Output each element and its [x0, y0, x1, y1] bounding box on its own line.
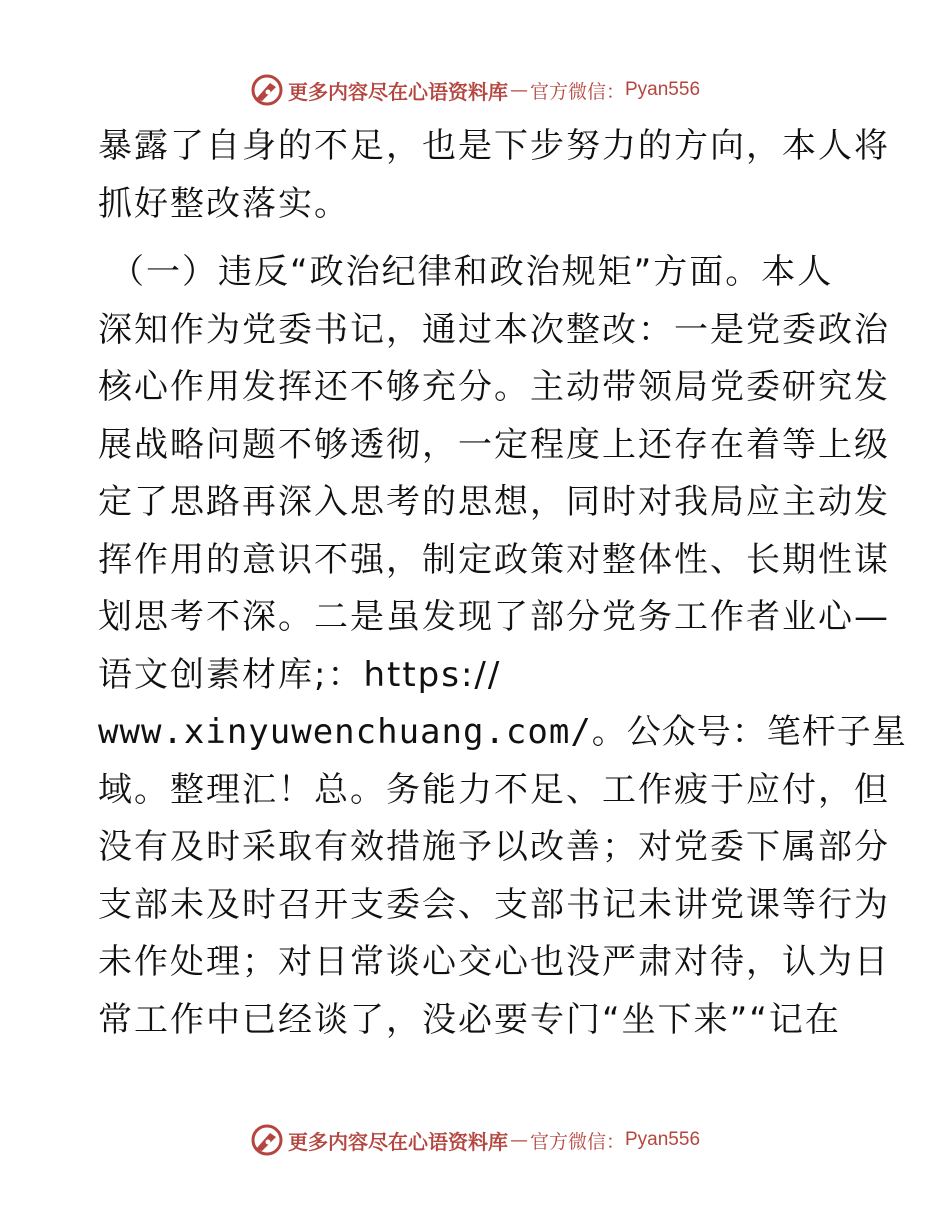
pen-nib-logo-icon	[250, 1123, 284, 1157]
body-line: 深知作为党委书记，通过本次整改：一是党委政治	[98, 309, 890, 350]
banner-separator: —	[509, 79, 528, 101]
body-line: 暴露了自身的不足，也是下步努力的方向，本人将	[98, 126, 890, 166]
banner-wechat-label: 官方微信：	[529, 80, 625, 103]
body-line: 定了思路再深入思考的思想，同时对我局应主动发	[98, 482, 890, 522]
footer-banner	[0, 1120, 950, 1160]
body-line-url: www.xinyuwenchuang.com/。公众号：笔杆子星	[98, 712, 907, 752]
body-line: 支部未及时召开支委会、支部书记未讲党课等行为	[98, 884, 890, 925]
body-line: 常工作中已经谈了，没必要专门“坐下来”“记在	[98, 999, 841, 1040]
banner-wechat-label: 官方微信：	[529, 1130, 625, 1153]
body-line: 划思考不深。二是虽发现了部分党务工作者业心—	[98, 597, 890, 637]
body-line: 挥作用的意识不强，制定政策对整体性、长期性谋	[98, 539, 890, 580]
body-line: 核心作用发挥还不够充分。主动带领局党委研究发	[98, 367, 890, 407]
banner-wechat-id: Pyan556	[625, 79, 701, 100]
banner-slogan: 更多内容尽在心语资料库	[287, 79, 508, 104]
document-body	[98, 118, 907, 1049]
body-line: 抓好整改落实。	[98, 183, 350, 224]
header-banner	[0, 70, 950, 110]
body-line: （一）违反“政治纪律和政治规矩”方面。本人	[110, 252, 834, 292]
body-line: 展战略问题不够透彻，一定程度上还存在着等上级	[98, 424, 890, 465]
banner-wechat-id: Pyan556	[625, 1129, 701, 1150]
banner-separator: —	[509, 1129, 528, 1151]
body-line: 没有及时采取有效措施予以改善；对党委下属部分	[98, 827, 890, 867]
body-line: 未作处理；对日常谈心交心也没严肃对待，认为日	[98, 942, 890, 982]
pen-nib-logo-icon	[250, 73, 284, 107]
banner-slogan: 更多内容尽在心语资料库	[287, 1129, 508, 1154]
body-line: 域。整理汇！总。务能力不足、工作疲于应付，但	[98, 769, 890, 810]
body-line: 语文创素材库;：https://	[98, 654, 502, 695]
